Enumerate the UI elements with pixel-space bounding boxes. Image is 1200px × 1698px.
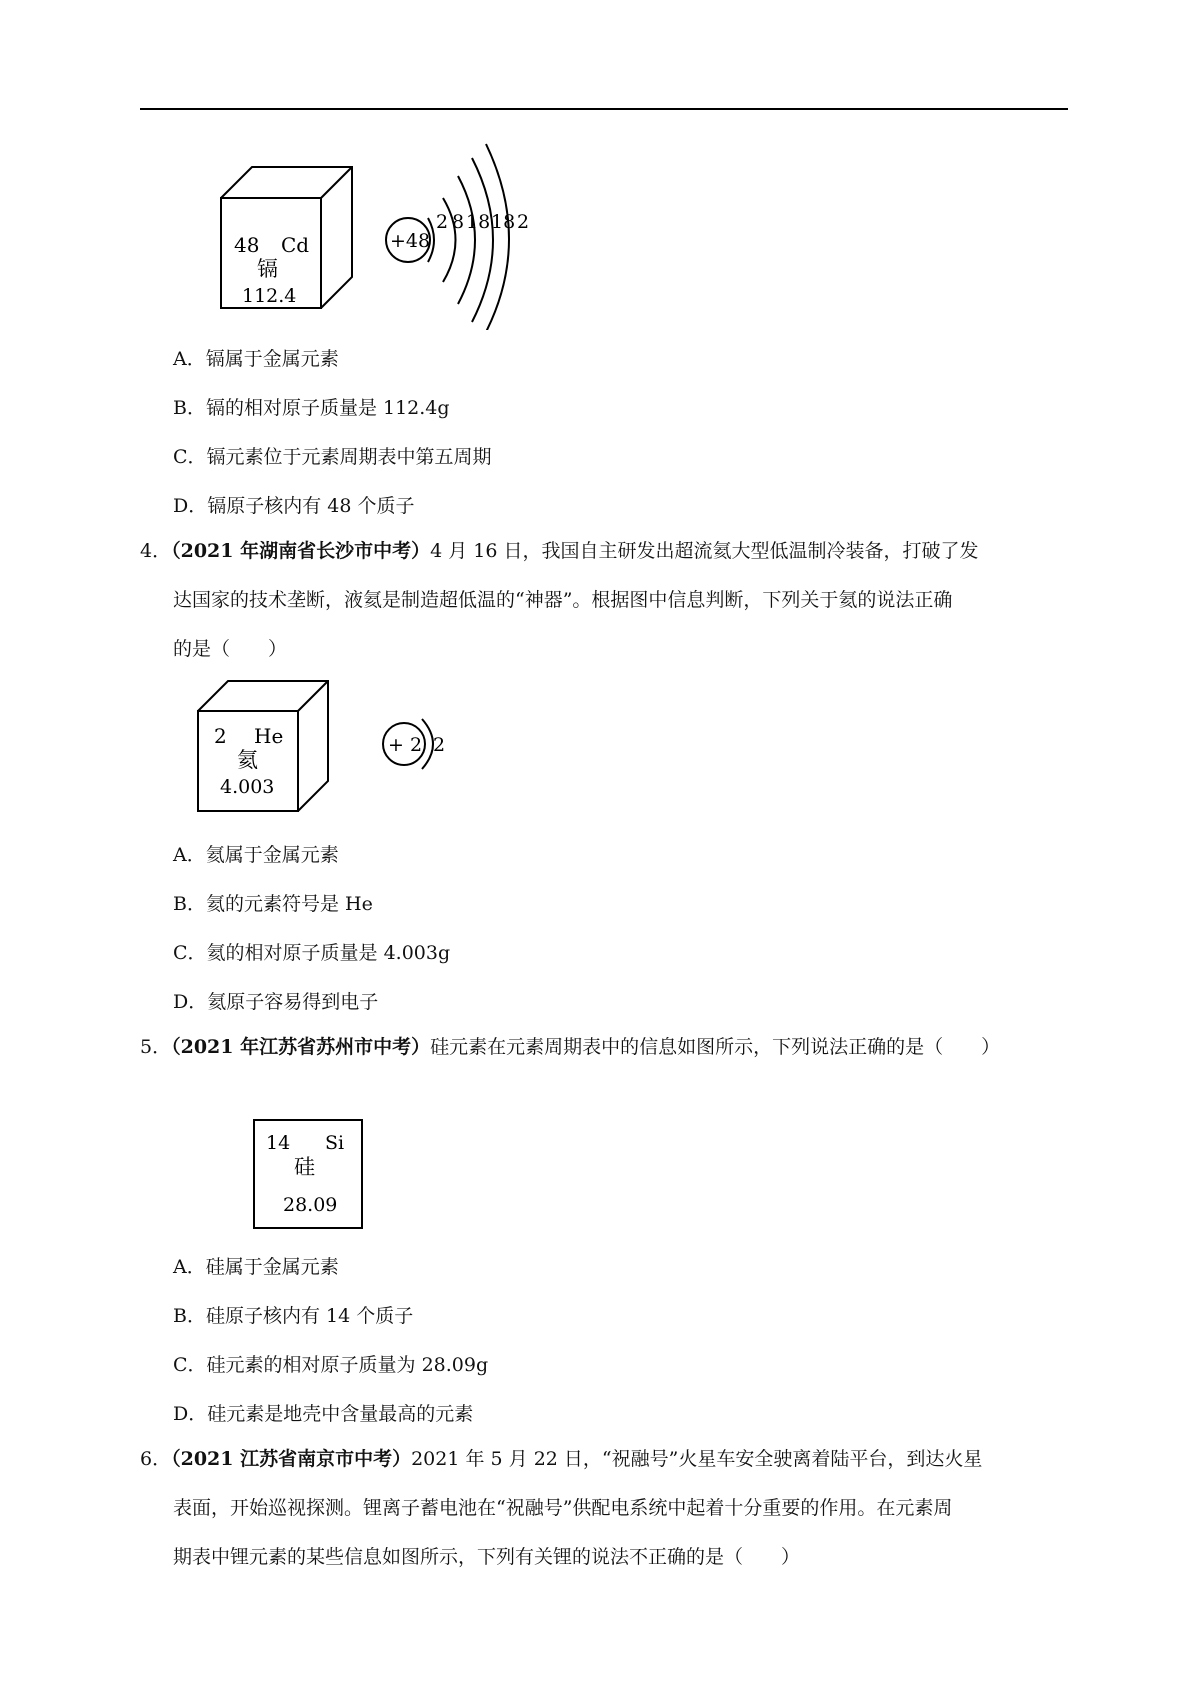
- q4-option-d: D．氦原子容易得到电子: [173, 991, 379, 1013]
- cadmium-shell-4: 18: [491, 211, 516, 233]
- cadmium-shell-5: 2: [517, 211, 530, 233]
- silicon-atomic-number: 14: [266, 1132, 291, 1154]
- q5-option-a: A．硅属于金属元素: [173, 1256, 339, 1278]
- q5-option-d: D．硅元素是地壳中含量最高的元素: [173, 1403, 474, 1425]
- q6-line-1: [140, 1444, 982, 1471]
- q5-option-c: C．硅元素的相对原子质量为 28.09g: [173, 1354, 489, 1376]
- helium-figure: [190, 676, 460, 816]
- q4-line-1: [140, 536, 978, 563]
- q3-option-b: B．镉的相对原子质量是 112.4g: [173, 397, 450, 419]
- silicon-figure: [250, 1116, 366, 1232]
- q4-option-c: C．氦的相对原子质量是 4.003g: [173, 942, 451, 964]
- cadmium-name: 镉: [257, 257, 278, 281]
- q5-number: 5．: [140, 1036, 172, 1058]
- silicon-mass: 28.09: [283, 1194, 338, 1216]
- helium-name: 氦: [237, 748, 258, 772]
- helium-atomic-number: 2: [214, 724, 227, 748]
- q6-number: 6．: [140, 1448, 172, 1470]
- q4-source: （2021 年湖南省长沙市中考）: [171, 540, 431, 562]
- cadmium-symbol: Cd: [281, 233, 310, 257]
- q4-stem-1: 4 月 16 日，我国自主研发出超流氦大型低温制冷装备，打破了发: [430, 540, 979, 562]
- cadmium-shell-1: 2: [436, 211, 449, 233]
- cadmium-shell-3: 18: [466, 211, 491, 233]
- q3-option-d: D．镉原子核内有 48 个质子: [173, 495, 415, 517]
- q4-option-b: B．氦的元素符号是 He: [173, 893, 373, 915]
- q4-stem-3: 的是（ ）: [173, 638, 288, 660]
- q5-option-b: B．硅原子核内有 14 个质子: [173, 1305, 414, 1327]
- q6-stem-2: 表面，开始巡视探测。锂离子蓄电池在“祝融号”供配电系统中起着十分重要的作用。在元素周: [173, 1497, 953, 1519]
- q6-source: （2021 江苏省南京市中考）: [171, 1448, 412, 1470]
- q6-stem-3: 期表中锂元素的某些信息如图所示，下列有关锂的说法不正确的是（ ）: [173, 1546, 801, 1568]
- q4-number: 4．: [140, 540, 172, 562]
- q4-option-a: A．氦属于金属元素: [173, 844, 339, 866]
- q6-stem-1: 2021 年 5 月 22 日，“祝融号”火星车安全驶离着陆平台，到达火星: [411, 1448, 983, 1470]
- cadmium-figure: [200, 140, 540, 330]
- helium-nucleus-charge: + 2: [388, 734, 423, 756]
- cadmium-nucleus-charge: +48: [390, 230, 431, 252]
- q3-option-c: C．镉元素位于元素周期表中第五周期: [173, 446, 492, 468]
- helium-symbol: He: [254, 724, 284, 748]
- q3-option-a: A．镉属于金属元素: [173, 348, 339, 370]
- q5-stem-1: 硅元素在元素周期表中的信息如图所示，下列说法正确的是（ ）: [430, 1036, 1001, 1058]
- q5-line-1: [140, 1032, 1000, 1059]
- cadmium-shell-2: 8: [452, 211, 465, 233]
- q5-source: （2021 年江苏省苏州市中考）: [171, 1036, 431, 1058]
- silicon-name: 硅: [294, 1155, 315, 1179]
- silicon-symbol: Si: [325, 1132, 345, 1154]
- q4-stem-2: 达国家的技术垄断，液氦是制造超低温的“神器”。根据图中信息判断，下列关于氦的说法正确: [173, 589, 953, 611]
- cadmium-mass: 112.4: [242, 285, 297, 307]
- header-rule: [140, 108, 1068, 110]
- helium-mass: 4.003: [220, 776, 275, 798]
- cadmium-atomic-number: 48: [234, 233, 260, 257]
- helium-shell-1: 2: [433, 734, 446, 756]
